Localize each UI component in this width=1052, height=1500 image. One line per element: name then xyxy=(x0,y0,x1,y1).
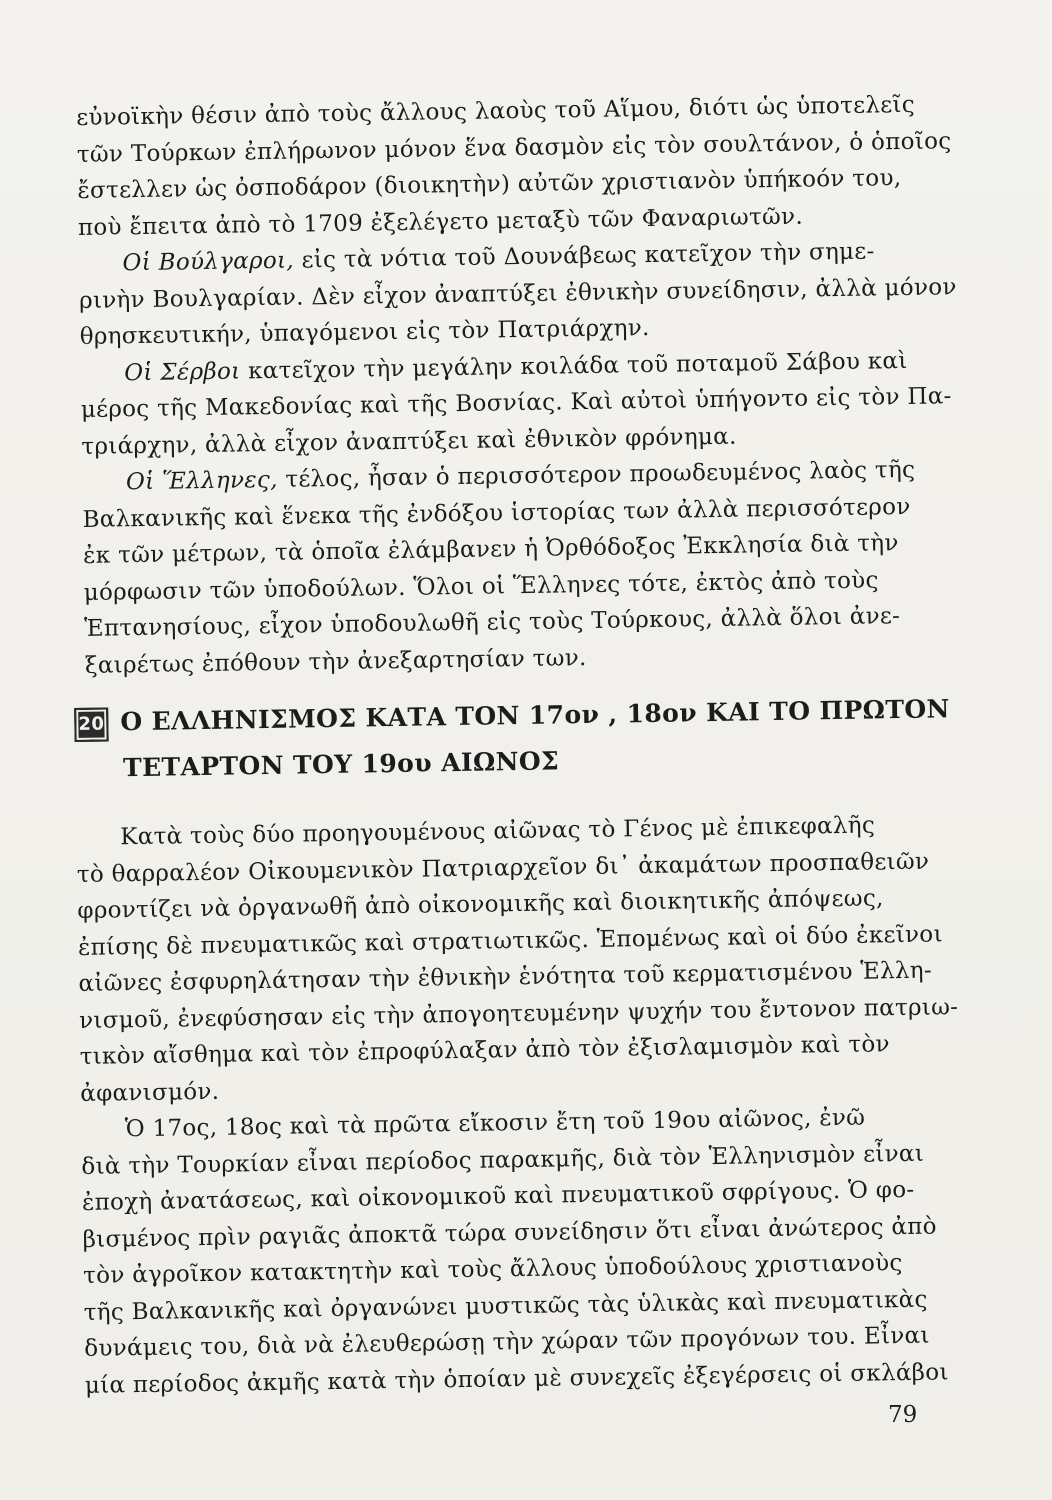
text-line: νισμοῦ, ἐνεφύσησαν εἰς τὴν ἀπογοητευμένην ψυχήν του ἔντονον πατριω- xyxy=(78,993,959,1034)
section-title-line-1: Ο ΕΛΛΗΝΙΣΜΟΣ ΚΑΤΑ ΤΟΝ 17ον , 18ον ΚΑΙ ΤΟ ΠΡΩΤΟΝ xyxy=(120,694,950,737)
term-bulgarians: Οἱ Βούλγαροι, xyxy=(122,247,295,277)
text-line: ἔστελλεν ὡς ὀσποδάρον (διοικητὴν) αὐτῶν χριστιανὸν ὑπήκοόν του, xyxy=(77,165,902,204)
text-line: ρινὴν Βουλγαρίαν. Δὲν εἶχον ἀναπτύξει ἐθνικὴν συνείδησιν, ἀλλὰ μόνον xyxy=(78,273,957,314)
term-serbs: Οἱ Σέρβοι xyxy=(124,357,241,386)
section-heading xyxy=(74,686,955,792)
text-line: εὐνοϊκὴν θέσιν ἀπὸ τοὺς ἄλλους λαοὺς τοῦ Αἵμου, διότι ὡς ὑποτελεῖς xyxy=(76,91,916,131)
upper-text-block xyxy=(76,86,957,683)
text-line: αἰῶνες ἐσφυρηλάτησαν τὴν ἐθνικὴν ἑνότητα τοῦ κερματισμένου Ἑλλη- xyxy=(78,957,933,997)
paragraph-serbs-first-line: Οἱ Σέρβοι κατεῖχον τὴν μεγάλην κοιλάδα τοῦ ποταμοῦ Σάβου καὶ xyxy=(124,347,908,386)
section-title-line-2: ΤΕΤΑΡΤΟΝ ΤΟΥ 19ου ΑΙΩΝΟΣ xyxy=(122,746,560,783)
text-line: ἐκ τῶν μέτρων, τὰ ὁποῖα ἐλάμβανεν ἡ Ὀρθόδοξος Ἐκκλησία διὰ τὴν xyxy=(82,530,899,569)
section-number-badge: 20 xyxy=(74,707,109,742)
text-line: Ὁ 17ος, 18ος καὶ τὰ πρῶτα εἴκοσιν ἔτη τοῦ 19ου αἰῶνος, ἐνῶ xyxy=(124,1104,866,1143)
text-line: ἐποχὴ ἀνατάσεως, καὶ οἰκονομικοῦ καὶ πνευματικοῦ σφρίγους. Ὁ φο- xyxy=(81,1176,915,1216)
text-line: Κατὰ τοὺς δύο προηγουμένους αἰῶνας τὸ Γένος μὲ ἐπικεφαλῆς xyxy=(120,812,876,851)
text-line: Βαλκανικῆς καὶ ἕνεκα τῆς ἐνδόξου ἱστορίας των ἀλλὰ περισσότερον xyxy=(82,493,911,533)
text-line: θρησκευτικήν, ὑπαγόμενοι εἰς τὸν Πατριάρχην. xyxy=(79,315,650,350)
text-line: ξαιρέτως ἐπόθουν τὴν ἀνεξαρτησίαν των. xyxy=(84,644,587,679)
lower-text-block xyxy=(76,806,959,1403)
text-line: ἐπίσης δὲ πνευματικῶς καὶ στρατιωτικῶς. Ἑπομένως καὶ οἱ δύο ἐκεῖνοι xyxy=(77,920,943,961)
text-line: μέρος τῆς Μακεδονίας καὶ τῆς Βοσνίας. Καὶ αὐτοὶ ὑπήγοντο εἰς τὸν Πα- xyxy=(80,383,952,423)
paragraph-bulgarians-first-line: Οἱ Βούλγαροι, εἰς τὰ νότια τοῦ Δουνάβεως κατεῖχον τὴν σημε- xyxy=(122,238,875,277)
text-line: ἀφανισμόν. xyxy=(80,1078,220,1107)
page-number: 79 xyxy=(888,1402,918,1428)
text-line: τικὸν αἴσθημα καὶ τὸν ἐπροφύλαξαν ἀπὸ τὸν ἐξισλαμισμὸν καὶ τὸν xyxy=(79,1031,891,1070)
text-line: τῆς Βαλκανικῆς καὶ ὀργανώνει μυστικῶς τὰς ὑλικὰς καὶ πνευματικὰς xyxy=(83,1286,928,1326)
text-line: τῶν Τούρκων ἐπλήρωνον μόνον ἕνα δασμὸν εἰς τὸν σουλτάνον, ὁ ὁποῖος xyxy=(76,127,952,168)
text-line: φροντίζει νὰ ὀργανωθῆ ἀπὸ οἰκονομικῆς καὶ διοικητικῆς ἀπόψεως, xyxy=(77,885,884,924)
text-line: τὸ θαρραλέον Οἰκουμενικὸν Πατριαρχεῖον δι᾽ ἀκαμάτων προσπαθειῶν xyxy=(76,848,930,888)
text-line: μία περίοδος ἀκμῆς κατὰ τὴν ὁποίαν μὲ συνεχεῖς ἐξεγέρσεις οἱ σκλάβοι xyxy=(84,1358,949,1399)
term-greeks: Οἱ Ἕλληνες, xyxy=(125,466,278,496)
text-line: διὰ τὴν Τουρκίαν εἶναι περίοδος παρακμῆς, διὰ τὸν Ἑλληνισμὸν εἶναι xyxy=(81,1140,925,1180)
text-line: βισμένος πρὶν ραγιᾶς ἀποκτᾶ τώρα συνείδησιν ὅτι εἶναι ἀνώτερος ἀπὸ xyxy=(82,1213,938,1253)
text-line: δυνάμεις του, διὰ νὰ ἐλευθερώσῃ τὴν χώραν τῶν προγόνων του. Εἶναι xyxy=(84,1322,930,1362)
text-line: τὸν ἀγροῖκον κατακτητὴν καὶ τοὺς ἄλλους ὑποδούλους χριστιανοὺς xyxy=(82,1250,903,1289)
text-line: ποὺ ἔπειτα ἀπὸ τὸ 1709 ἐξελέγετο μεταξὺ τῶν Φαναριωτῶν. xyxy=(77,203,804,241)
text-line: Ἑπτανησίους, εἶχον ὑποδουλωθῆ εἰς τοὺς Τούρκους, ἀλλὰ ὅλοι ἀνε- xyxy=(84,603,901,642)
paragraph-greeks-first-line: Οἱ Ἕλληνες, τέλος, ἦσαν ὁ περισσότερον προωδευμένος λαὸς τῆς xyxy=(125,456,916,496)
text-line: μόρφωσιν τῶν ὑποδούλων. Ὅλοι οἱ Ἕλληνες τότε, ἐκτὸς ἀπὸ τοὺς xyxy=(83,566,879,606)
text-line: τριάρχην, ἀλλὰ εἶχον ἀναπτύξει καὶ ἐθνικὸν φρόνημα. xyxy=(81,423,737,460)
